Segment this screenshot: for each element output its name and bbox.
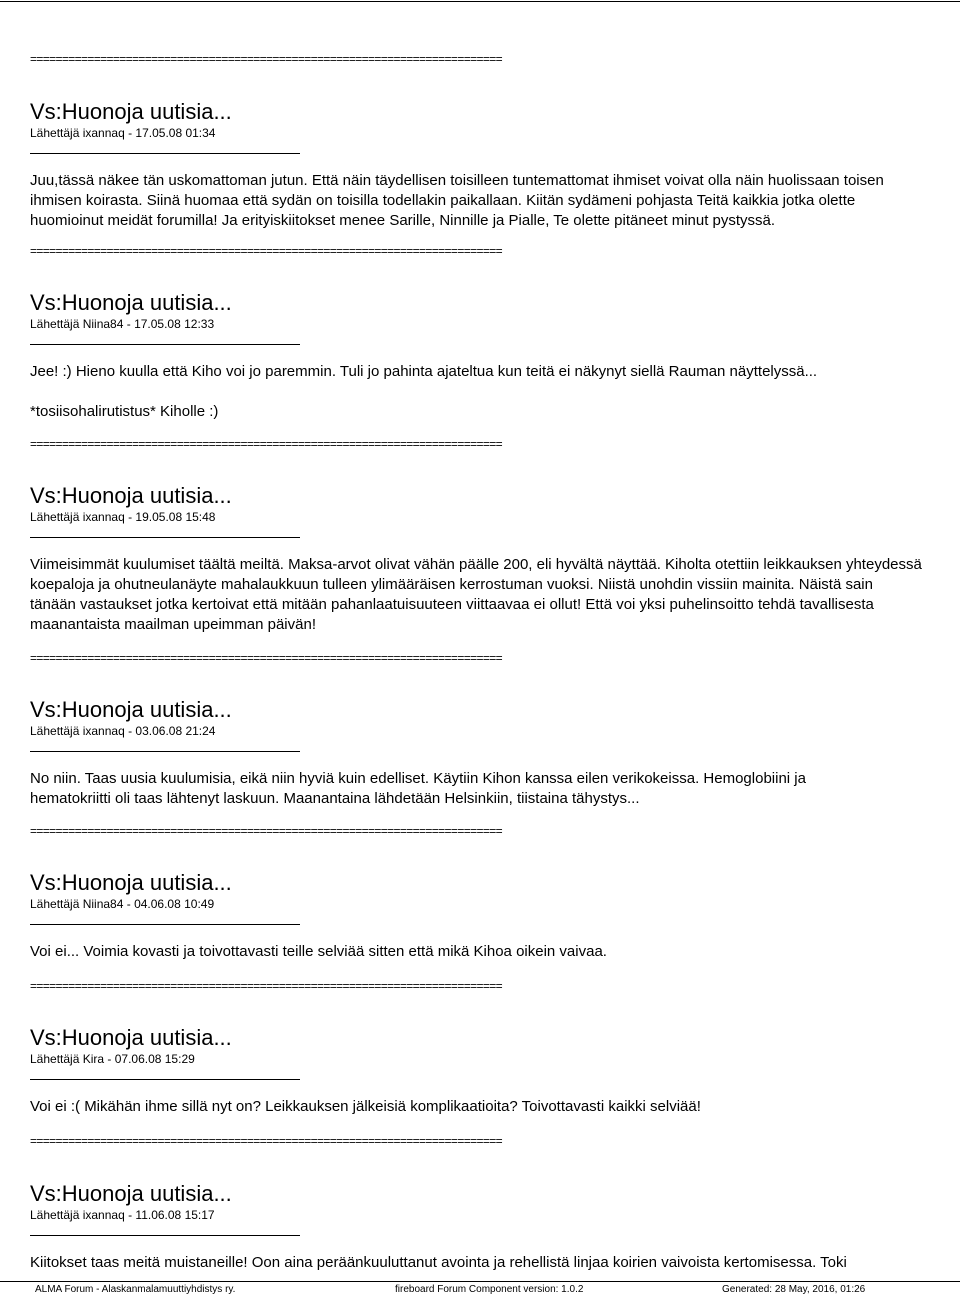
post-meta: Lähettäjä Niina84 - 17.05.08 12:33	[30, 317, 215, 331]
post-body: No niin. Taas uusia kuulumisia, eikä niin hyviä kuin edelliset. Käytiin Kihon kanssa eilen verikokeissa. Hemoglobiini ja hematokriitti oli taas lähtenyt laskuun. Maanantaina lähdetään Helsinkiin, tiistaina tähystys...	[30, 770, 806, 807]
post-separator: ==========================================================================	[30, 825, 502, 837]
forum-post	[30, 1182, 960, 1273]
post-title: Vs:Huonoja uutisia...	[30, 870, 232, 895]
page-footer	[0, 1281, 960, 1298]
forum-post	[30, 484, 960, 635]
post-title: Vs:Huonoja uutisia...	[30, 1181, 232, 1206]
post-divider	[30, 344, 300, 345]
post-separator: ==========================================================================	[30, 53, 502, 65]
post-body: Voi ei... Voimia kovasti ja toivottavasti teille selviää sitten että mikä Kihoa oikein vaivaa.	[30, 943, 607, 960]
post-divider	[30, 751, 300, 752]
post-divider	[30, 537, 300, 538]
forum-post	[30, 698, 960, 809]
footer-site-name: ALMA Forum - Alaskanmalamuuttiyhdistys ry.	[35, 1284, 236, 1295]
post-divider	[30, 924, 300, 925]
forum-post	[30, 871, 960, 962]
post-meta: Lähettäjä ixannaq - 03.06.08 21:24	[30, 724, 216, 738]
post-title: Vs:Huonoja uutisia...	[30, 99, 232, 124]
post-separator: ==========================================================================	[30, 245, 502, 257]
post-separator: ==========================================================================	[30, 652, 502, 664]
forum-post	[30, 291, 960, 422]
post-body: Juu,tässä näkee tän uskomattoman jutun. Että näin täydellisen toisilleen tuntemattomat ihmiset voivat olla näin huolissaan toisen ihmisen koirasta. Siinä huomaa että sydän on toisilla todellakin paikallaan. Kiitän sydämeni pohjasta Teitä kaikkia jotka olette huomioinut meidät forumilla! Ja erityiskiitokset menee Sarille, Ninnille ja Pialle, Te olette pitäneet minut pystyssä.	[30, 172, 884, 229]
post-divider	[30, 1235, 300, 1236]
post-meta: Lähettäjä Niina84 - 04.06.08 10:49	[30, 897, 215, 911]
post-body: Kiitokset taas meitä muistaneille! Oon aina peräänkuuluttanut avointa ja rehellistä linjaa koirien vaivoista kertomisessa. Toki	[30, 1254, 847, 1271]
post-separator: ==========================================================================	[30, 438, 502, 450]
footer-component-version: fireboard Forum Component version: 1.0.2	[395, 1284, 584, 1295]
post-meta: Lähettäjä ixannaq - 19.05.08 15:48	[30, 510, 216, 524]
forum-post	[30, 1026, 960, 1117]
post-separator: ==========================================================================	[30, 980, 502, 992]
post-title: Vs:Huonoja uutisia...	[30, 1025, 232, 1050]
post-divider	[30, 153, 300, 154]
post-meta: Lähettäjä ixannaq - 11.06.08 15:17	[30, 1208, 215, 1222]
post-separator: ==========================================================================	[30, 1135, 502, 1147]
forum-post	[30, 100, 960, 231]
post-body: Viimeisimmät kuulumiset täältä meiltä. Maksa-arvot olivat vähän päälle 200, eli hyvältä näyttää. Kiholta otettiin leikkauksen yhteydessä koepaloja ja ohutneulanäyte mahalaukkuun tulleen ylimääräisen kerrostuman vuoksi. Niistä unohdin vissiin mainita. Näistä sain tänään vastaukset jotka kertoivat että mitään pahanlaatuisuuteen viittaavaa ei ollut! Että voi yksi puhelinsoitto tehdä tavallisesta maanantaista maailman upeimman päivän!	[30, 556, 922, 633]
post-meta: Lähettäjä Kira - 07.06.08 15:29	[30, 1052, 195, 1066]
footer-generated-date: Generated: 28 May, 2016, 01:26	[722, 1284, 866, 1295]
post-divider	[30, 1079, 300, 1080]
post-title: Vs:Huonoja uutisia...	[30, 697, 232, 722]
post-meta: Lähettäjä ixannaq - 17.05.08 01:34	[30, 126, 216, 140]
post-title: Vs:Huonoja uutisia...	[30, 290, 232, 315]
post-body: Voi ei :( Mikähän ihme sillä nyt on? Leikkauksen jälkeisiä komplikaatioita? Toivottavasti kaikki selviää!	[30, 1098, 701, 1115]
post-title: Vs:Huonoja uutisia...	[30, 483, 232, 508]
post-body: Jee! :) Hieno kuulla että Kiho voi jo paremmin. Tuli jo pahinta ajateltua kun teitä ei näkynyt siellä Rauman näyttelyssä... *tosiisohalirutistus* Kiholle :)	[30, 363, 818, 420]
